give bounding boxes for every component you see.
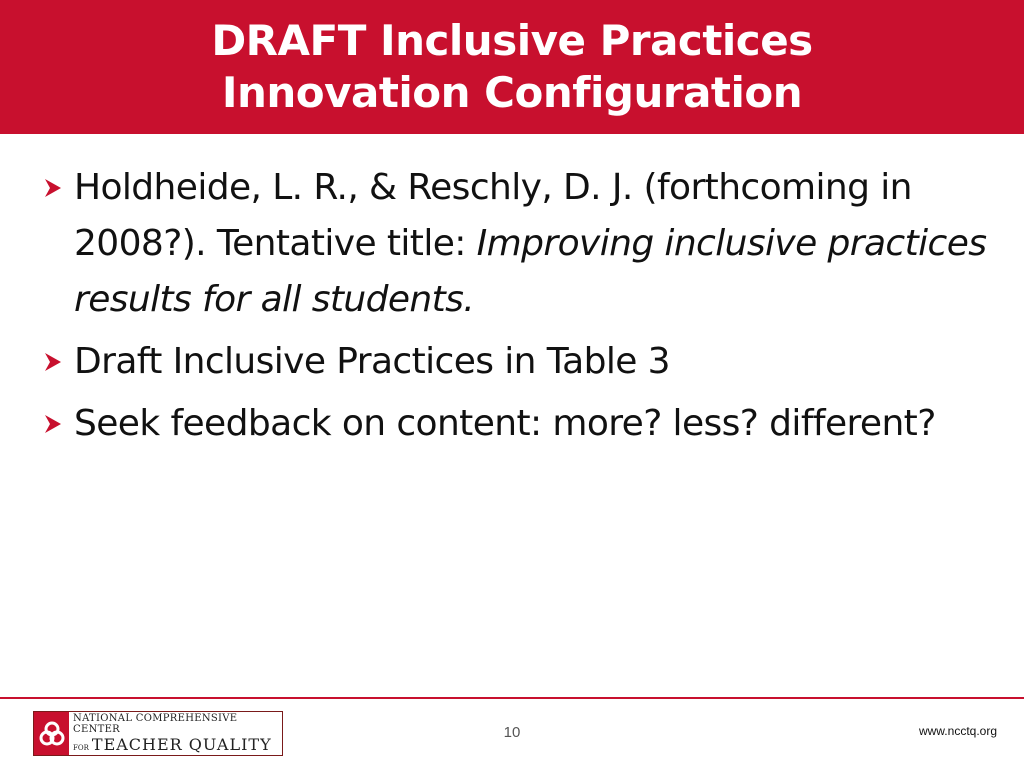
slide-title-line-2: Innovation Configuration [221,68,803,117]
footer-divider [0,697,1024,699]
arrow-right-icon [42,160,74,203]
title-bar [0,0,1024,134]
footer-url: www.ncctq.org [918,724,997,738]
logo-wordmark [69,712,282,755]
bullet-item [42,396,992,452]
slide-title-line-1: DRAFT Inclusive Practices [211,16,813,65]
knot-logo-icon [34,712,69,755]
reference-text: Holdheide, L. R., & Reschly, D. J. (forthcoming in 2008?). Tentative title: [74,167,912,264]
reference-title: Improving inclusive practices results for all students. [74,223,987,320]
arrow-right-icon [42,396,74,439]
arrow-right-icon [42,334,74,377]
bullet-item [42,160,992,328]
logo-line-1: NATIONAL COMPREHENSIVE CENTER [73,713,238,735]
bullet-text: Seek feedback on content: more? less? different? [74,403,936,444]
logo-line-2: TEACHER QUALITY [91,735,272,754]
ncctq-logo [33,711,283,756]
logo-line-2-row [73,735,282,754]
bullet-text: Draft Inclusive Practices in Table 3 [74,341,670,382]
page-number: 10 [503,724,521,741]
bullet-list [42,160,992,458]
logo-for: FOR [73,744,89,752]
bullet-item [42,334,992,390]
bullet-text [74,160,992,328]
